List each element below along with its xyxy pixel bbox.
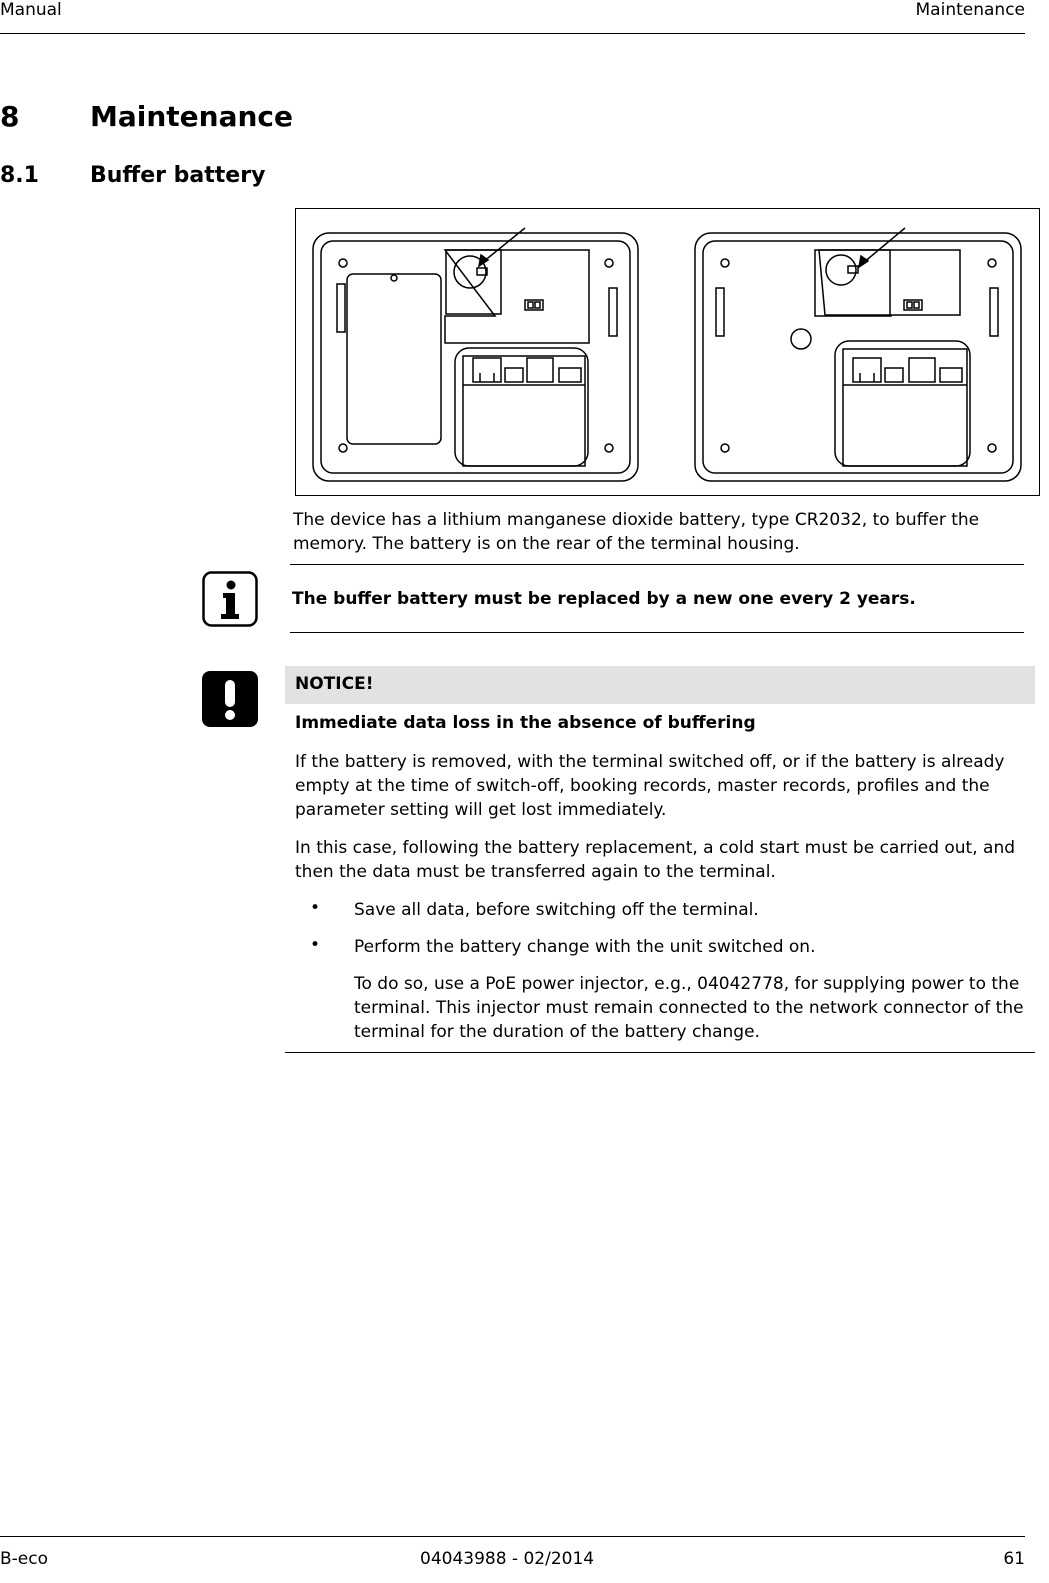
- notice-paragraph-1: If the battery is removed, with the terminal switched off, or if the battery is already empty at the time of switch-off, booking records, master records, profiles and the parameter setting will get lost immediately.: [295, 752, 1005, 820]
- footer-left: B-eco: [0, 1549, 49, 1569]
- device-rear-right: [695, 233, 1021, 481]
- header-rule: [0, 33, 1025, 34]
- intro-paragraph: The device has a lithium manganese dioxide battery, type CR2032, to buffer the memory. The battery is on the rear of the terminal housing.: [293, 510, 980, 554]
- footer-center: 04043988 - 02/2014: [420, 1549, 595, 1569]
- battery-location-figure: [295, 208, 1040, 496]
- notice-label: NOTICE!: [295, 674, 374, 694]
- bullet-text: Perform the battery change with the unit switched on.: [354, 937, 816, 957]
- bullet-sub-paragraph: To do so, use a PoE power injector, e.g., 04042778, for supplying power to the terminal. This injector must remain connected to the network connector of the terminal for the duration of the battery change.: [354, 974, 1024, 1042]
- notice-subtitle: Immediate data loss in the absence of buffering: [295, 713, 756, 733]
- heading-1-title: Maintenance: [90, 100, 294, 133]
- device-rear-left: [313, 233, 638, 481]
- bullet-marker: •: [310, 898, 321, 918]
- header-right: Maintenance: [915, 0, 1025, 20]
- bullet-text: Save all data, before switching off the terminal.: [354, 900, 759, 920]
- info-text: The buffer battery must be replaced by a new one every 2 years.: [292, 589, 916, 609]
- rule-notice-bottom: [285, 1052, 1035, 1053]
- header-left: Manual: [0, 0, 62, 20]
- heading-2-number: 8.1: [0, 163, 39, 188]
- notice-bar: [285, 666, 1035, 704]
- rule-info-bottom: [290, 632, 1024, 633]
- info-icon: [202, 571, 258, 627]
- footer-page-number: 61: [1003, 1549, 1025, 1569]
- footer-rule: [0, 1536, 1025, 1537]
- heading-1-number: 8: [0, 100, 20, 133]
- heading-2-title: Buffer battery: [90, 163, 266, 188]
- bullet-marker: •: [310, 935, 321, 955]
- rule-top: [290, 564, 1024, 565]
- notice-icon: [202, 671, 258, 727]
- notice-paragraph-2: In this case, following the battery replacement, a cold start must be carried out, and then the data must be transferred again to the terminal.: [295, 838, 1016, 882]
